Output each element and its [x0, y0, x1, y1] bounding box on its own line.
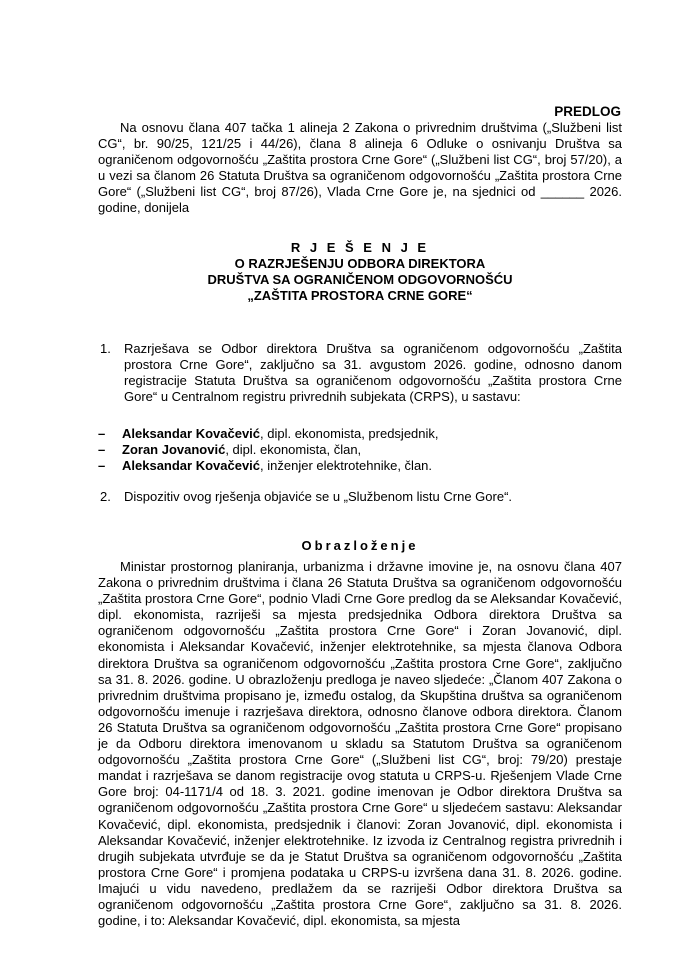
- dash-mark: –: [98, 458, 106, 473]
- item-number: 1.: [100, 341, 111, 356]
- member-row: [98, 442, 361, 458]
- member-name: Zoran Jovanović: [122, 442, 226, 457]
- title-line-2: O RAZRJEŠENJU ODBORA DIREKTORA: [234, 256, 486, 271]
- title-line-1: R J E Š E N J E: [290, 240, 430, 255]
- intro-paragraph: Na osnovu člana 407 tačka 1 alineja 2 Zakona o privrednim društvima („Službeni list CG“, br. 90/25, 121/25 i 44/26), člana 8 alineja 6 Odluke o osnivanju Društva sa ograničenom odgovornošću „Zaštita prostora Crne Gore“ („Službeni list CG“, broj 57/20), a u vezi sa članom 26 Statuta Društva sa ograničenom odgovornošću „Zaštita prostora Crne Gore“ („Službeni list CG“, broj 87/26), Vlada Crne Gore je, na sjednici od ______ 2026. godine, donijela: [98, 120, 622, 216]
- member-name: Aleksandar Kovačević: [122, 458, 261, 473]
- item-number: 2.: [100, 489, 111, 504]
- explanation-paragraph: Ministar prostornog planiranja, urbanizma i državne imovine je, na osnovu člana 407 Zakona o privrednim društvima i člana 26 Statuta Društva sa ograničenom odgovornošću „Zaštita prostora Crne Gore“, podnio Vladi Crne Gore predlog da se Aleksandar Kovačević, dipl. ekonomista, razriješi sa mjesta predsjednika Odbora direktora Društva sa ograničenom odgovornošću „Zaštita prostora Crne Gore“ i Zoran Jovanović, dipl. ekonomista i Aleksandar Kovačević, inženjer elektrotehnike, sa mjesta članova Odbora direktora Društva sa ograničenom odgovornošću „Zaštita prostora Crne Gore“, zaključno sa 31. 8. 2026. godine. U obrazloženju predloga je naveo sljedeće: „Članom 407 Zakona o privrednim društvima propisano je, između ostalog, da Skupština društva sa ograničenom odgovornošću imenuje i razrješava direktora, odnosno članove odbora direktora. Članom 26 Statuta Društva sa ograničenom odgovornošću „Zaštita prostora Crne Gore“ propisano je da Odboru direktora imenovanom u skladu sa Statutom Društva sa ograničenom odgovornošću „Zaštita prostora Crne Gore“ („Službeni list CG“, broj: 79/20) prestaje mandat i razrješava se danom registracije ovog statuta u CRPS-u. Rješenjem Vlade Crne Gore broj: 04-1171/4 od 18. 3. 2021. godine imenovan je Odbor direktora Društva sa ograničenom odgovornošću „Zaštita prostora Crne Gore“ u sljedećem sastavu: Aleksandar Kovačević, dipl. ekonomista, predsjednik i članovi: Zoran Jovanović, dipl. ekonomista i Aleksandar Kovačević, inženjer elektrotehnike. Iz izvoda iz Centralnog registra privrednih i drugih subjekata utvrđuje se da je Statut Društva sa ograničenom odgovornošću „Zaštita prostora Crne Gore“ i promjena podataka u CRPS-u izvršena dana 31. 8. 2026. godine. Imajući u vidu navedeno, predlažem da se razriješi Odbor direktora Društva sa ograničenom odgovornošću „Zaštita prostora Crne Gore“, zaključno sa 31. 8. 2026. godine, i to: Aleksandar Kovačević, dipl. ekonomista, sa mjesta: [98, 559, 622, 929]
- dash-mark: –: [98, 442, 106, 457]
- member-role: , dipl. ekonomista, predsjednik,: [260, 426, 439, 441]
- title-line-3: DRUŠTVA SA OGRANIČENOM ODGOVORNOŠĆU: [207, 272, 513, 287]
- member-row: [98, 426, 439, 442]
- proposal-marker: PREDLOG: [554, 104, 621, 119]
- member-role: , dipl. ekonomista, član,: [225, 442, 362, 457]
- decision-title: [98, 240, 622, 304]
- title-line-4: „ZAŠTITA PROSTORA CRNE GORE“: [247, 288, 473, 303]
- item-text: Razrješava se Odbor direktora Društva sa ograničenom odgovornošću „Zaštita prostora Crne Gore“, zaključno sa 31. avgustom 2026. godine, odnosno danom registracije Statuta Društva sa ograničenom odgovornošću „Zaštita prostora Crne Gore“ u Centralnom registru privrednih subjekata (CRPS), u sastavu:: [124, 341, 622, 405]
- member-name: Aleksandar Kovačević: [122, 426, 261, 441]
- item-text: Dispozitiv ovog rješenja objaviće se u „Službenom listu Crne Gore“.: [124, 489, 513, 504]
- section-heading: Obrazloženje: [301, 538, 419, 553]
- member-role: , inženjer elektrotehnike, član.: [260, 458, 433, 473]
- member-row: [98, 458, 432, 474]
- dash-mark: –: [98, 426, 106, 441]
